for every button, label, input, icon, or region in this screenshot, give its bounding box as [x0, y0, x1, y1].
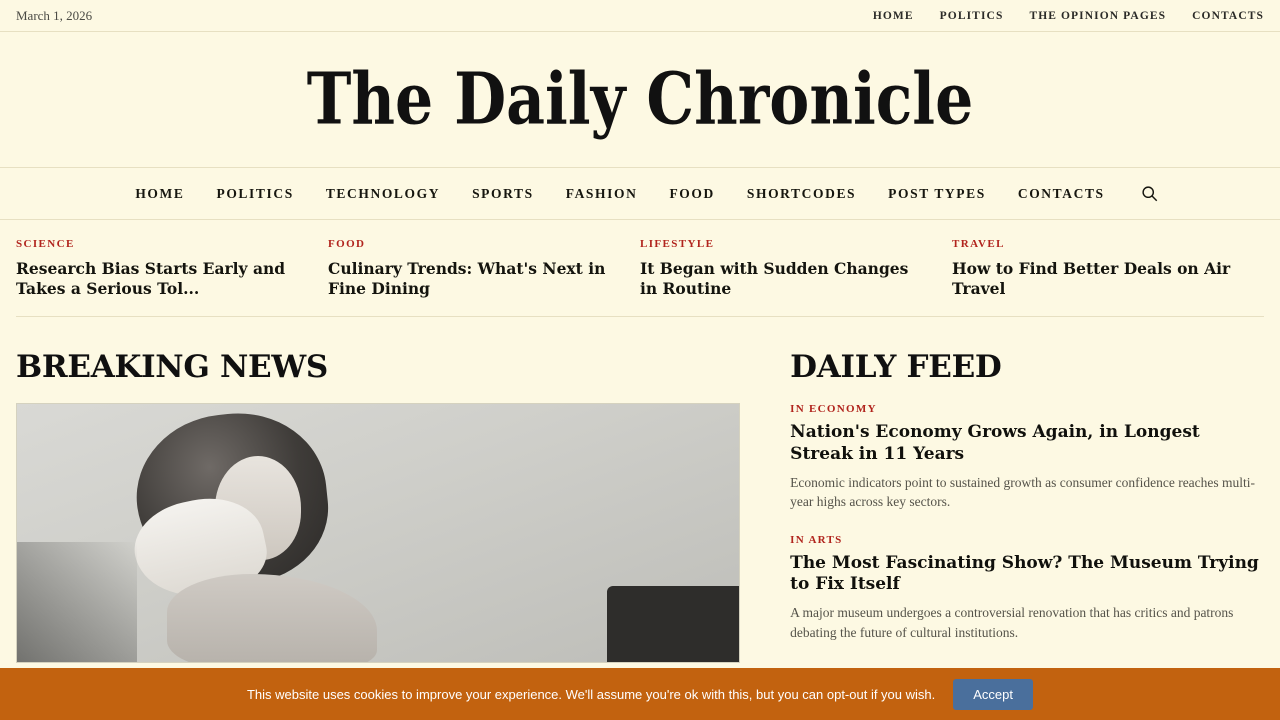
nav-item-fashion[interactable]: FASHION: [565, 185, 638, 201]
top-nav-item-politics[interactable]: POLITICS: [939, 9, 1004, 22]
strip-headline[interactable]: How to Find Better Deals on Air Travel: [952, 259, 1231, 298]
cookie-accept-button[interactable]: Accept: [953, 679, 1033, 710]
main-content: [0, 317, 1280, 664]
list-item[interactable]: [790, 403, 1264, 512]
feed-category-label: IN ECONOMY: [790, 403, 877, 416]
hero-figure-dark-shape: [607, 586, 740, 663]
strip-headline[interactable]: Research Bias Starts Early and Takes a Serious Tol...: [16, 259, 286, 298]
nav-item-home[interactable]: HOME: [135, 185, 185, 201]
strip-headline[interactable]: Culinary Trends: What's Next in Fine Dining: [328, 259, 606, 298]
feed-excerpt: Economic indicators point to sustained growth as consumer confidence reaches multi-year highs across key sectors.: [790, 474, 1256, 510]
nav-item-food[interactable]: FOOD: [669, 185, 715, 201]
current-date: March 1, 2026: [16, 7, 93, 23]
strip-category-label: TRAVEL: [952, 238, 1005, 250]
search-icon[interactable]: [1139, 183, 1161, 205]
featured-category-strip: [0, 220, 1280, 298]
feed-headline[interactable]: Nation's Economy Grows Again, in Longest Streak in 11 Years: [790, 422, 1200, 464]
top-utility-bar: [0, 0, 1280, 32]
breaking-news-hero-image[interactable]: [16, 403, 740, 663]
hero-figure-arm: [167, 574, 377, 663]
strip-category-label: FOOD: [328, 238, 366, 250]
site-title[interactable]: The Daily Chronicle: [306, 58, 974, 141]
nav-item-technology[interactable]: TECHNOLOGY: [325, 185, 441, 201]
cookie-message: This website uses cookies to improve your experience. We'll assume you're ok with this, but you can opt-out if you wish.: [246, 686, 936, 702]
cookie-consent-bar: [0, 668, 1280, 720]
nav-item-post-types[interactable]: POST TYPES: [888, 185, 986, 201]
top-nav-item-opinion[interactable]: THE OPINION PAGES: [1029, 9, 1167, 22]
top-nav-item-home[interactable]: HOME: [872, 9, 914, 22]
strip-item-food[interactable]: [328, 238, 640, 298]
feed-excerpt: A major museum undergoes a controversial renovation that has critics and patrons debating the future of cultural institutions.: [790, 605, 1234, 641]
breaking-news-title: BREAKING NEWS: [16, 349, 328, 386]
strip-item-travel[interactable]: [952, 238, 1264, 298]
strip-category-label: LIFESTYLE: [640, 238, 715, 250]
strip-category-label: SCIENCE: [16, 238, 75, 250]
masthead: [0, 32, 1280, 168]
strip-item-science[interactable]: [16, 238, 328, 298]
list-item[interactable]: [790, 534, 1264, 643]
nav-item-shortcodes[interactable]: SHORTCODES: [746, 185, 857, 201]
strip-headline[interactable]: It Began with Sudden Changes in Routine: [640, 259, 909, 298]
nav-item-sports[interactable]: SPORTS: [472, 185, 534, 201]
hero-figure-shadow: [17, 542, 137, 662]
feed-headline[interactable]: The Most Fascinating Show? The Museum Trying to Fix Itself: [790, 552, 1259, 595]
top-nav-item-contacts[interactable]: CONTACTS: [1192, 9, 1264, 22]
daily-feed-title: DAILY FEED: [790, 349, 1002, 386]
breaking-news-column: [16, 317, 770, 664]
strip-item-lifestyle[interactable]: [640, 238, 952, 298]
feed-category-label: IN ARTS: [790, 533, 843, 546]
nav-item-politics[interactable]: POLITICS: [216, 185, 294, 201]
top-nav: [873, 10, 1264, 22]
nav-item-contacts[interactable]: CONTACTS: [1017, 185, 1105, 201]
daily-feed-column: [770, 317, 1264, 664]
main-navigation: [0, 168, 1280, 220]
